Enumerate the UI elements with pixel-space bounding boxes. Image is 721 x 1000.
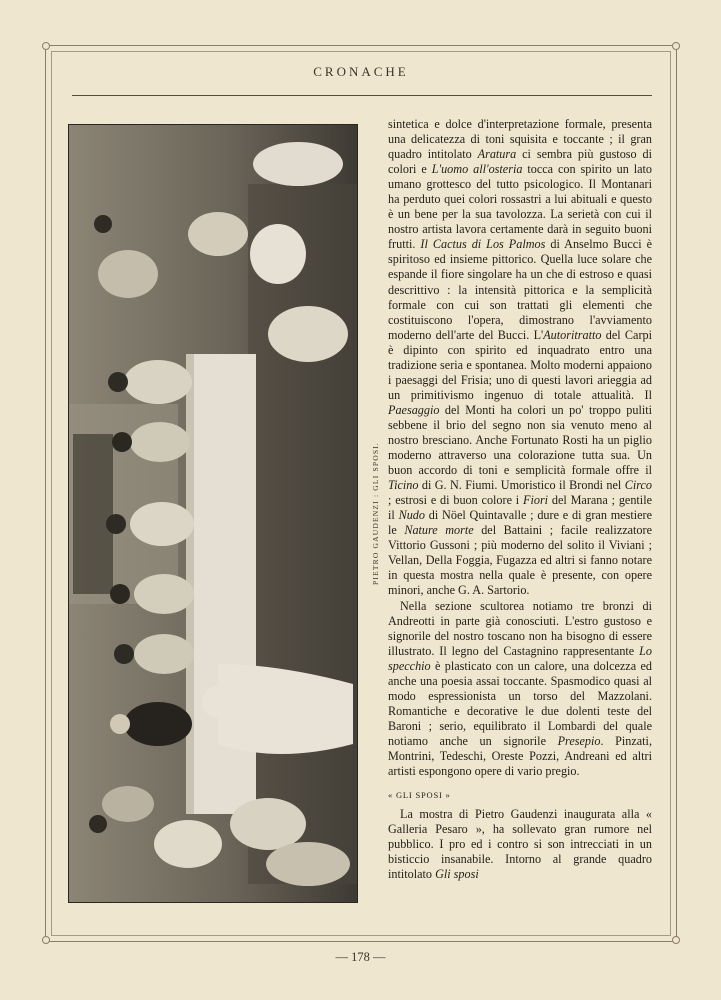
frame-corner-ornament	[42, 936, 50, 944]
plate-caption	[368, 124, 382, 903]
work-title: Lo specchio	[388, 643, 652, 673]
work-title: Presepio	[557, 733, 601, 748]
work-title: Fiori	[523, 493, 549, 508]
painting-plate	[68, 124, 358, 903]
work-title: Nudo	[398, 508, 425, 523]
page-number: — 178 —	[335, 950, 386, 964]
paragraph-sculpture: Nella sezione scultorea notiamo tre bronzi di Andreotti in parte già conosciuti. L'estro gustoso e signorile del nostro toscano non ha bisogno di essere illustrato. Il legno del Castagnino rappresentante Lo specchio è plasticato con un calore, una dolcezza ed anche una poesia assai toccante. Spasmodico quasi al modo espressionista un torso del Mazzolani. Romantiche e decorative le due dolenti teste del Baroni ; serio, equilibrato il Lombardi del quale notiamo anche un signorile Presepio. Pinzati, Montrini, Tedeschi, Oreste Pozzi, Andreani ed altri artisti espongono opere di vario pregio.	[388, 598, 652, 779]
section-heading: « GLI SPOSI »	[388, 790, 451, 801]
plate-caption-text: PIETRO GAUDENZI : GLI SPOSI.	[370, 442, 380, 585]
work-title: Paesaggio	[388, 402, 440, 417]
frame-corner-ornament	[42, 42, 50, 50]
work-title: Ticino	[388, 478, 419, 493]
work-title: Nature morte	[404, 523, 474, 538]
work-title: Circo	[624, 478, 652, 493]
work-title: Gli sposi	[435, 867, 479, 882]
header-rule	[72, 95, 652, 96]
work-title: Il Cactus di Los Palmos	[420, 237, 546, 252]
painting-illustration	[68, 124, 358, 903]
frame-corner-ornament	[672, 42, 680, 50]
frame-corner-ornament	[672, 936, 680, 944]
work-title: Aratura	[477, 147, 517, 162]
paragraph-gli-sposi: La mostra di Pietro Gaudenzi inaugurata alla « Galleria Pesaro », ha sollevato gran rumore nel pubblico. I pro ed i contro si son intrecciati in un bisticcio insanabile. Intorno al grande quadro intitolato Gli sposi	[388, 807, 652, 882]
running-header: CRONACHE	[313, 64, 409, 79]
work-title: L'uomo all'osteria	[431, 162, 523, 177]
work-title: Autoritratto	[543, 327, 602, 342]
article-column	[388, 117, 652, 882]
paragraph-continued: sintetica e dolce d'interpretazione formale, presenta una delicatezza di toni squisita e toccante ; il gran quadro intitolato Aratura ci sembra più gustoso di colori e L'uomo all'osteria tocca con spirito un lato umano grottesco del tutto psicologico. Il Montanari ha perduto quei colori rossastri a lui abituali e questo è un bene per la sua tavolozza. La serietà con cui il nostro artista lavora certamente darà in seguito buoni frutti. Il Cactus di Los Palmos di Anselmo Bucci è spiritoso ed insieme pittorico. Quella luce solare che espande il fiore singolare ha un che di estroso e quasi descrittivo : la intensità pittorica e la semplicità formale con cui son trattati gli elementi che costituiscono l'opera, dimostrano l'avviamento moderno dell'arte del Bucci. L'Autoritratto del Carpi è dipinto con spirito ed inquadrato entro una tradizione seria e spontanea. Molto moderni appaiono i paesaggi del Frisia; uno di questi lavori arieggia ad un primitivismo ingenuo di totale attualità. Il Paesaggio del Monti ha colori un po' troppo puliti sebbene il brio del segno non sia venuto meno al nostro bresciano. Anche Fortunato Rosti ha un piglio moderno attraverso una colorazione tutta sua. Un buon accordo di toni e semplicità formale offre il Ticino di G. N. Fiumi. Umoristico il Brondi nel Circo ; estrosi e di buon colore i Fiori del Marana ; gentile il Nudo di Nöel Quintavalle ; dure e di gran mestiere le Nature morte del Battaini ; facile realizzatore Vittorio Gussoni ; più moderno del solito il Viviani ; Vellan, Della Foggia, Fugazza ed altri si fanno notare in questa mostra nella quale è presente, con opere minori, anche G. A. Sartorio.	[388, 117, 653, 598]
